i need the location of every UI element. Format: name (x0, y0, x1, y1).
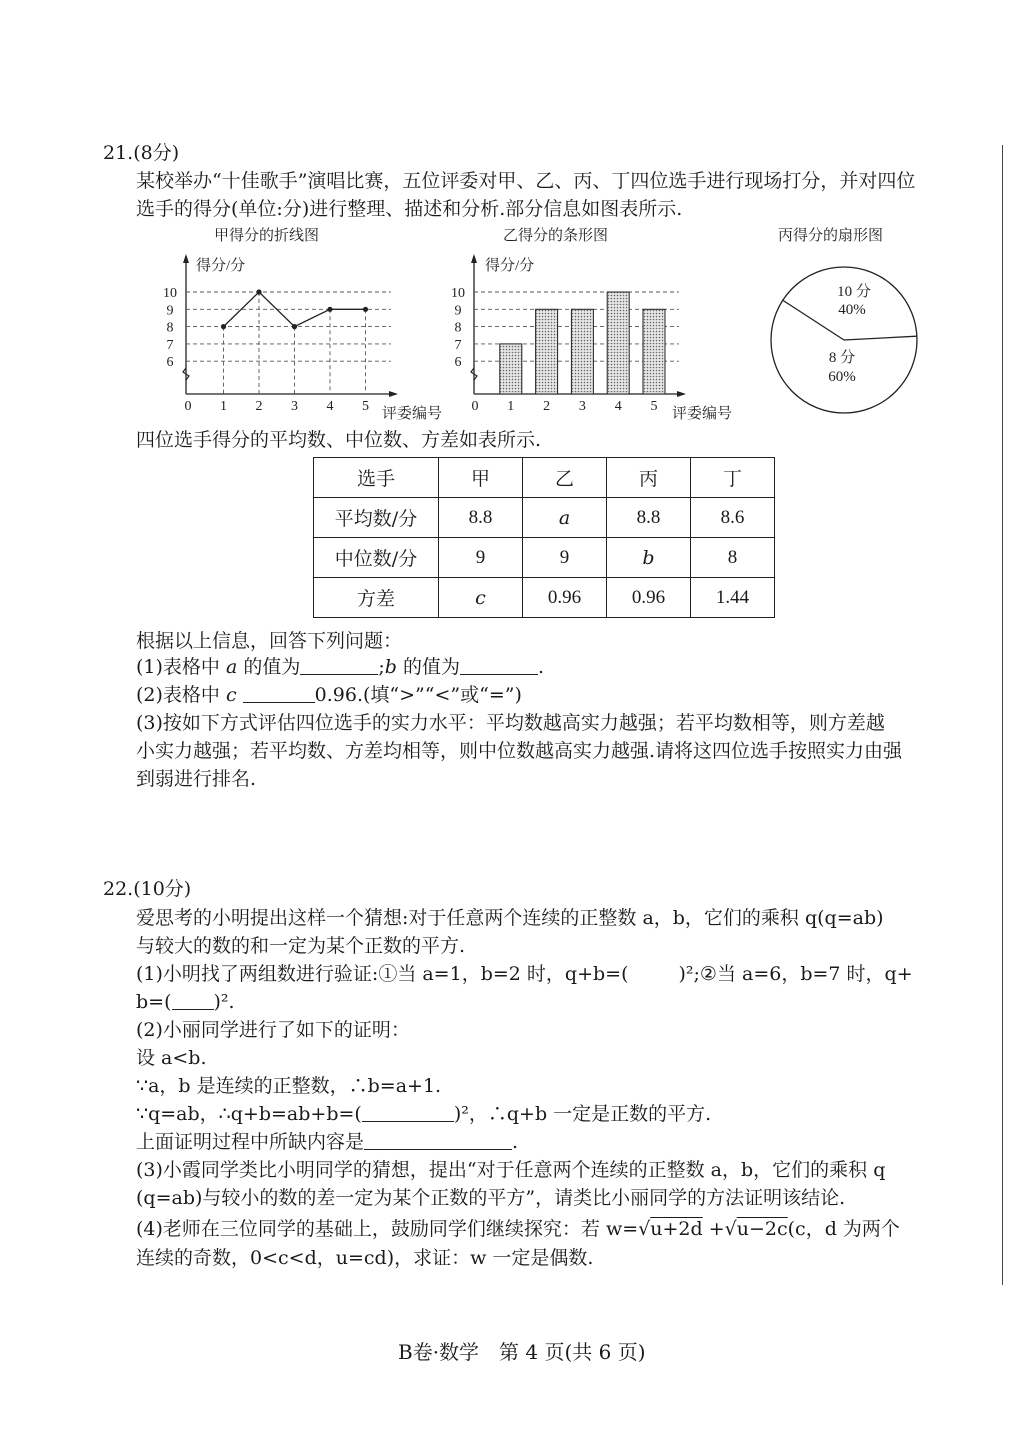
q22-part2-line4: ∵q=ab，∴q+b=ab+b=( )²，∴q+b 一定是正数的平方. (136, 1103, 712, 1125)
table-cell: 丙 (607, 458, 691, 498)
line-chart-xlabel: 评委编号 (382, 406, 443, 422)
bar-chart-xlabel: 评委编号 (672, 406, 733, 422)
q21-header: 21.(8分) (103, 142, 180, 164)
answer-blank[interactable] (628, 964, 678, 982)
bar-chart-x-tick-label: 0 (471, 399, 479, 414)
q21-part3-line2: 小实力越强；若平均数、方差均相等，则中位数越高实力越强.请将这四位选手按照实力由强 (136, 740, 903, 762)
line-chart (160, 222, 460, 428)
line-chart-y-tick-label: 7 (166, 337, 174, 353)
bar-chart-y-tick-label: 8 (454, 320, 462, 336)
line-chart-ylabel: 得分/分 (196, 258, 246, 274)
bar-chart-x-tick-label: 5 (650, 399, 658, 414)
table-cell: 中位数/分 (314, 538, 439, 578)
pie-chart-slice-edge (783, 300, 844, 340)
line-chart-x-tick-label: 2 (255, 399, 263, 414)
line-chart-y-tick-label: 8 (166, 320, 174, 336)
line-chart-point (363, 307, 368, 312)
sqrt-sign-icon: √ (638, 1218, 651, 1240)
bar-chart-bar (571, 309, 593, 394)
line-chart-x-tick-label: 1 (220, 399, 227, 414)
pie-chart (760, 222, 940, 418)
line-chart-x-tick-label: 0 (184, 399, 192, 414)
table-cell: 1.44 (691, 578, 775, 618)
bar-chart-x-tick-label: 4 (614, 399, 622, 414)
table-cell: 选手 (314, 458, 439, 498)
table-row (314, 458, 775, 498)
line-chart-x-axis-arrow-icon (389, 391, 398, 397)
bar-chart-y-tick-label: 10 (451, 286, 465, 301)
bar-chart-x-tick-label: 3 (578, 399, 586, 414)
line-chart-point (327, 307, 332, 312)
q22-part3-line1: (3)小霞同学类比小明同学的猜想，提出“对于任意两个连续的正整数 a，b，它们的乘积 q (136, 1159, 886, 1181)
table-cell: 平均数/分 (314, 498, 439, 538)
pie-chart-slice-label: 10 分 (837, 284, 871, 300)
table-cell: 8 (691, 538, 775, 578)
line-chart-point (221, 324, 226, 329)
pie-chart-slice-percent: 60% (828, 369, 856, 385)
stats-table (313, 457, 775, 618)
table-row (314, 578, 775, 618)
table-cell: 方差 (314, 578, 439, 618)
bar-chart-title: 乙得分的条形图 (503, 228, 609, 244)
q21-part2: (2)表格中 c 0.96.(填“>”“<”或“=”) (136, 684, 522, 706)
bar-chart-x-tick-label: 1 (507, 399, 515, 414)
q22-part4-line2: 连续的奇数，0<c<d，u=cd)，求证：w 一定是偶数. (136, 1247, 594, 1269)
bar-chart-bar (500, 344, 522, 394)
q22-part2-line5: 上面证明过程中所缺内容是 . (136, 1131, 519, 1153)
q22-intro-line1: 爱思考的小明提出这样一个猜想:对于任意两个连续的正整数 a，b，它们的乘积 q(q=ab) (136, 907, 884, 929)
pie-chart-title: 丙得分的扇形图 (778, 228, 884, 244)
bar-chart-y-tick-label: 9 (454, 303, 462, 319)
pie-chart-slice-percent: 40% (838, 302, 866, 318)
q21-ask: 根据以上信息，回答下列问题： (136, 630, 403, 652)
bar-chart-ylabel: 得分/分 (485, 258, 535, 274)
page-border-line (1002, 145, 1003, 1285)
q22-header: 22.(10分) (103, 878, 192, 900)
line-chart-y-tick-label: 9 (166, 303, 174, 319)
answer-blank[interactable] (460, 656, 538, 675)
bar-chart-y-tick-label: 6 (454, 355, 462, 371)
line-chart-x-tick-label: 3 (291, 399, 298, 414)
q21-part3-line1: (3)按如下方式评估四位选手的实力水平：平均数越高实力越强；若平均数相等，则方差越 (136, 712, 885, 734)
line-chart-y-tick-label: 10 (163, 286, 177, 301)
line-chart-point (292, 324, 297, 329)
bar-chart-bar (643, 309, 665, 394)
q21-part1: (1)表格中 a 的值为 ;b 的值为 . (136, 656, 545, 678)
line-chart-point (256, 289, 261, 294)
line-chart-x-tick-label: 5 (362, 399, 369, 414)
table-cell: c (439, 578, 523, 618)
bar-chart-y-axis-arrow-icon (471, 254, 477, 263)
q22-part1-line1: (1)小明找了两组数进行验证:①当 a=1，b=2 时，q+b=( )²;②当 a=6，b=7 时，q+ (136, 963, 913, 985)
answer-blank[interactable] (172, 991, 214, 1010)
answer-blank[interactable] (243, 684, 315, 703)
answer-blank[interactable] (364, 1131, 512, 1150)
table-cell: 0.96 (523, 578, 607, 618)
answer-blank[interactable] (300, 656, 378, 675)
bar-chart (445, 222, 755, 428)
q22-part2-line3: ∵a，b 是连续的正整数，∴b=a+1. (136, 1075, 442, 1097)
q22-part1-line2: b=( )². (136, 991, 235, 1013)
line-chart-y-tick-label: 6 (166, 355, 174, 371)
sqrt-sign-icon: √ (724, 1218, 737, 1240)
page-footer: B卷·数学 第 4 页(共 6 页) (398, 1340, 646, 1364)
table-cell: b (607, 538, 691, 578)
table-row (314, 498, 775, 538)
table-cell: 9 (523, 538, 607, 578)
table-cell: 甲 (439, 458, 523, 498)
q22-part4-line1: (4)老师在三位同学的基础上，鼓励同学们继续探究：若 w=√u+2d +√u−2c(c，d 为两个 (136, 1218, 900, 1240)
q22-part2-line2: 设 a<b. (136, 1047, 207, 1069)
line-chart-title: 甲得分的折线图 (214, 228, 320, 244)
table-cell: a (523, 498, 607, 538)
bar-chart-x-axis-arrow-icon (677, 391, 686, 397)
q21-intro-line1: 某校举办“十佳歌手”演唱比赛，五位评委对甲、乙、丙、丁四位选手进行现场打分，并对四位 (136, 170, 916, 192)
bar-chart-bar (536, 309, 558, 394)
q21-part3-line3: 到弱进行排名. (136, 768, 257, 790)
q22-part2-line1: (2)小丽同学进行了如下的证明： (136, 1019, 410, 1041)
table-row (314, 538, 775, 578)
table-cell: 0.96 (607, 578, 691, 618)
bar-chart-y-tick-label: 7 (454, 337, 462, 353)
bar-chart-x-tick-label: 2 (543, 399, 551, 414)
table-cell: 丁 (691, 458, 775, 498)
table-cell: 8.6 (691, 498, 775, 538)
pie-chart-slice-label: 8 分 (828, 350, 856, 366)
table-cell: 乙 (523, 458, 607, 498)
bar-chart-bar (607, 292, 629, 394)
q21-intro-line2: 选手的得分(单位:分)进行整理、描述和分析.部分信息如图表所示. (136, 198, 683, 220)
answer-blank[interactable] (362, 1103, 454, 1122)
q21-table-intro: 四位选手得分的平均数、中位数、方差如表所示. (136, 429, 542, 451)
q22-intro-line2: 与较大的数的和一定为某个正数的平方. (136, 935, 466, 957)
q22-part3-line2: (q=ab)与较小的数的差一定为某个正数的平方”，请类比小丽同学的方法证明该结论. (136, 1187, 846, 1209)
line-chart-x-tick-label: 4 (326, 399, 334, 414)
line-chart-y-axis-arrow-icon (183, 254, 189, 263)
pie-chart-slice-edge (844, 336, 917, 340)
table-cell: 9 (439, 538, 523, 578)
table-cell: 8.8 (607, 498, 691, 538)
table-cell: 8.8 (439, 498, 523, 538)
